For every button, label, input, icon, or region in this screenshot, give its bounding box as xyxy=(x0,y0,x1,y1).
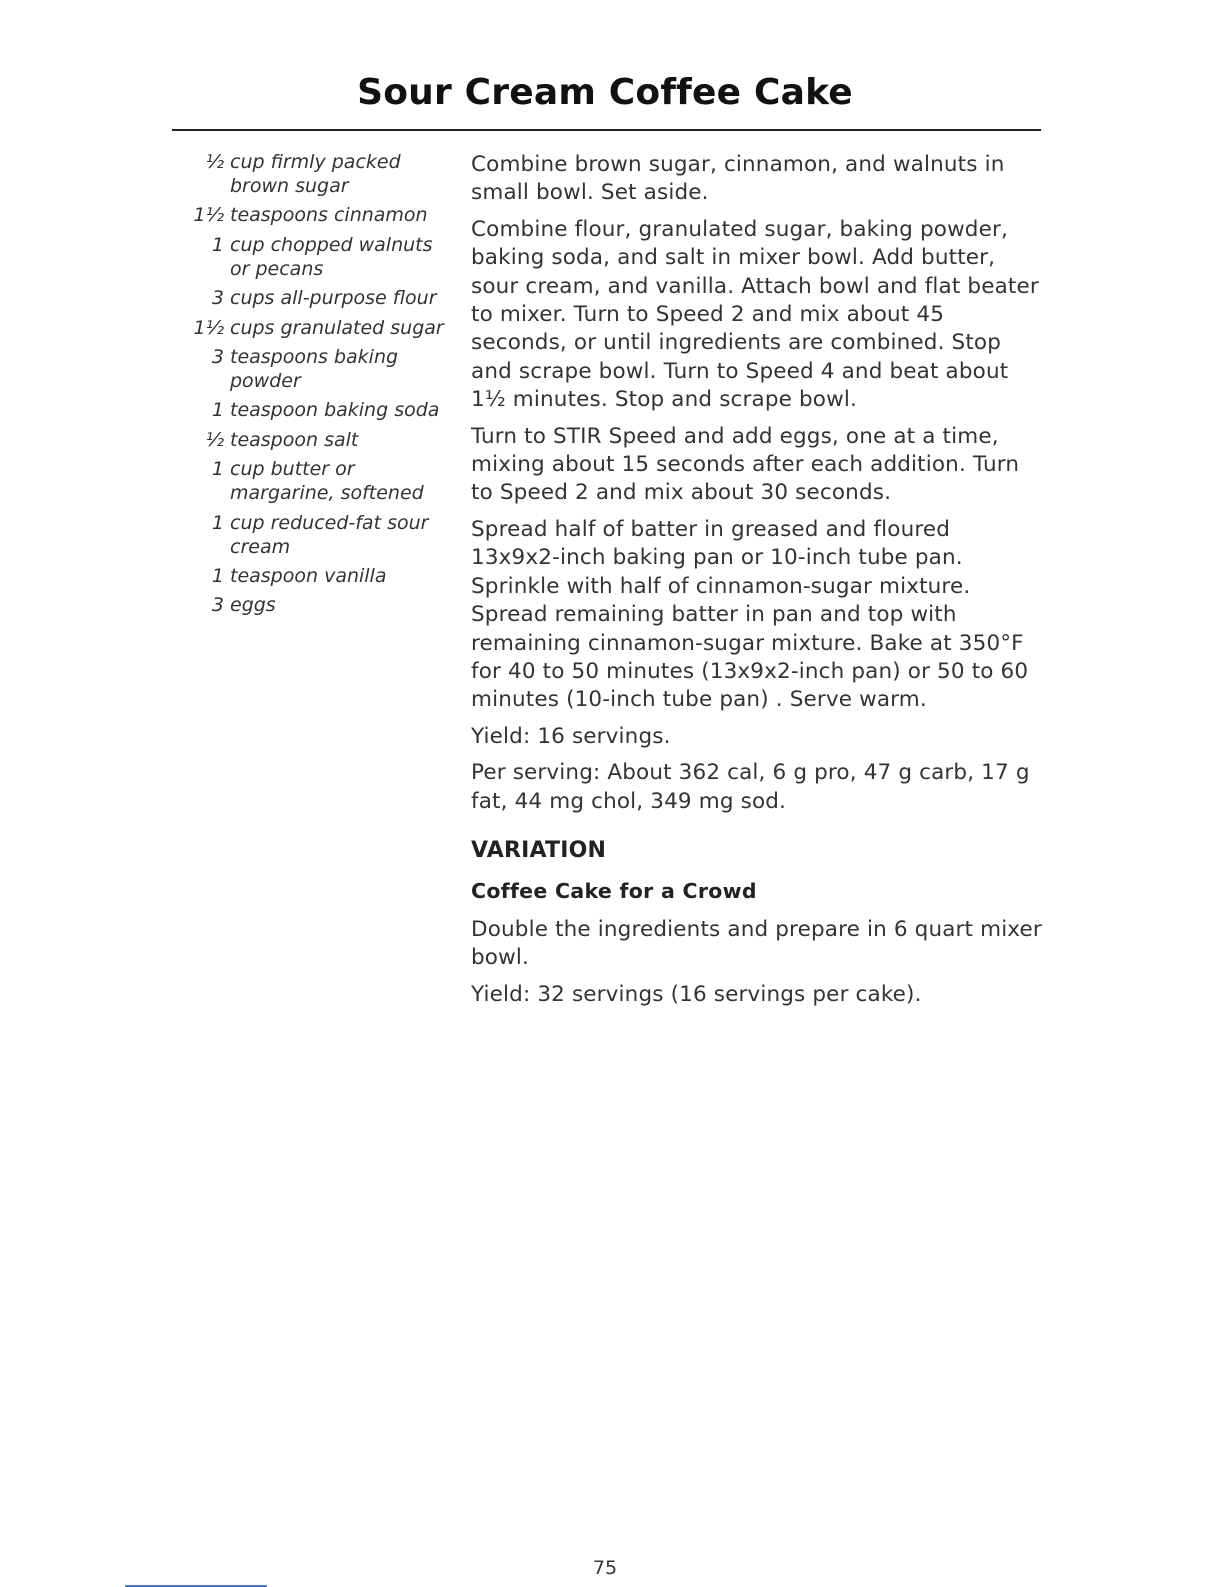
ingredient-text: eggs xyxy=(230,594,276,617)
yield-text: Yield: 16 servings. xyxy=(471,723,671,749)
variation-subheading: Coffee Cake for a Crowd xyxy=(471,879,757,904)
ingredient-text: teaspoons baking powder xyxy=(230,345,399,392)
variation-heading: VARIATION xyxy=(471,837,607,863)
directions-column xyxy=(471,151,1043,1017)
direction-paragraph: Combine flour, granulated sugar, baking powder, baking soda, and salt in mixer bowl. Add butter, sour cream, and vanilla. Attach bowl and flat beater to mixer. Turn to Speed 2 and mix about 45 seconds, or until ingredients are combined. Stop and scrape bowl. Turn to Speed 4 and beat about 1½ minutes. Stop and scrape bowl. xyxy=(471,216,1039,413)
page-number: 75 xyxy=(592,1557,618,1579)
ingredient-item xyxy=(190,233,452,281)
ingredient-quantity: ½ xyxy=(205,151,224,173)
ingredient-quantity: 3 xyxy=(211,594,224,617)
ingredient-text: cups granulated sugar xyxy=(230,316,444,339)
nutrition-text: Per serving: About 362 cal, 6 g pro, 47 g carb, 17 g fat, 44 mg chol, 349 mg sod. xyxy=(471,760,1030,814)
ingredient-quantity: 1½ xyxy=(193,316,224,339)
ingredient-quantity: 1 xyxy=(211,399,224,422)
ingredient-text: teaspoon vanilla xyxy=(230,564,387,587)
direction-paragraph: Combine brown sugar, cinnamon, and walnuts in small bowl. Set aside. xyxy=(471,152,1005,206)
ingredient-quantity: 3 xyxy=(211,345,224,368)
ingredient-item xyxy=(190,150,452,198)
ingredient-quantity: 1 xyxy=(211,564,224,587)
variation-yield: Yield: 32 servings (16 servings per cake). xyxy=(471,981,922,1007)
ingredient-text: cup butter or margarine, softened xyxy=(230,458,424,505)
ingredient-item xyxy=(190,203,452,227)
ingredient-quantity: 1 xyxy=(211,458,224,481)
ingredient-quantity: 1½ xyxy=(193,204,224,227)
ingredient-text: cups all-purpose flour xyxy=(230,287,437,310)
ingredient-list xyxy=(190,150,452,623)
ingredient-item xyxy=(190,428,452,452)
ingredient-quantity: 3 xyxy=(211,287,224,310)
ingredient-item xyxy=(190,345,452,393)
ingredient-text: teaspoon baking soda xyxy=(230,399,440,422)
ingredient-text: cup firmly packed brown sugar xyxy=(230,151,401,197)
ingredient-text: teaspoon salt xyxy=(230,428,359,451)
variation-text: Double the ingredients and prepare in 6 quart mixer bowl. xyxy=(471,916,1042,971)
ingredient-quantity: 1 xyxy=(211,511,224,534)
ingredient-text: cup chopped walnuts or pecans xyxy=(230,233,433,280)
direction-paragraph: Turn to STIR Speed and add eggs, one at a time, mixing about 15 seconds after each addition. Turn to Speed 2 and mix about 30 seconds. xyxy=(471,423,1020,506)
ingredient-text: cup reduced-fat sour cream xyxy=(230,511,429,558)
ingredient-item xyxy=(190,593,452,617)
ingredient-item xyxy=(190,511,452,559)
ingredient-item xyxy=(190,316,452,340)
page-title: Sour Cream Coffee Cake xyxy=(357,72,853,113)
ingredient-item xyxy=(190,457,452,505)
title-divider xyxy=(172,129,1041,131)
ingredient-quantity: 1 xyxy=(211,233,224,256)
direction-paragraph: Spread half of batter in greased and floured 13x9x2-inch baking pan or 10-inch tube pan. Sprinkle with half of cinnamon-sugar mixture. Spread remaining batter in pan and top with remaining cinnamon-sugar mixture. Bake at 350°F for 40 to 50 minutes (13x9x2-inch pan) or 50 to 60 minutes (10-inch tube pan) . Serve warm. xyxy=(471,516,1029,713)
ingredient-text: teaspoons cinnamon xyxy=(230,204,428,227)
ingredient-item xyxy=(190,564,452,588)
ingredient-item xyxy=(190,398,452,422)
ingredient-item xyxy=(190,286,452,310)
ingredient-quantity: ½ xyxy=(205,428,224,451)
